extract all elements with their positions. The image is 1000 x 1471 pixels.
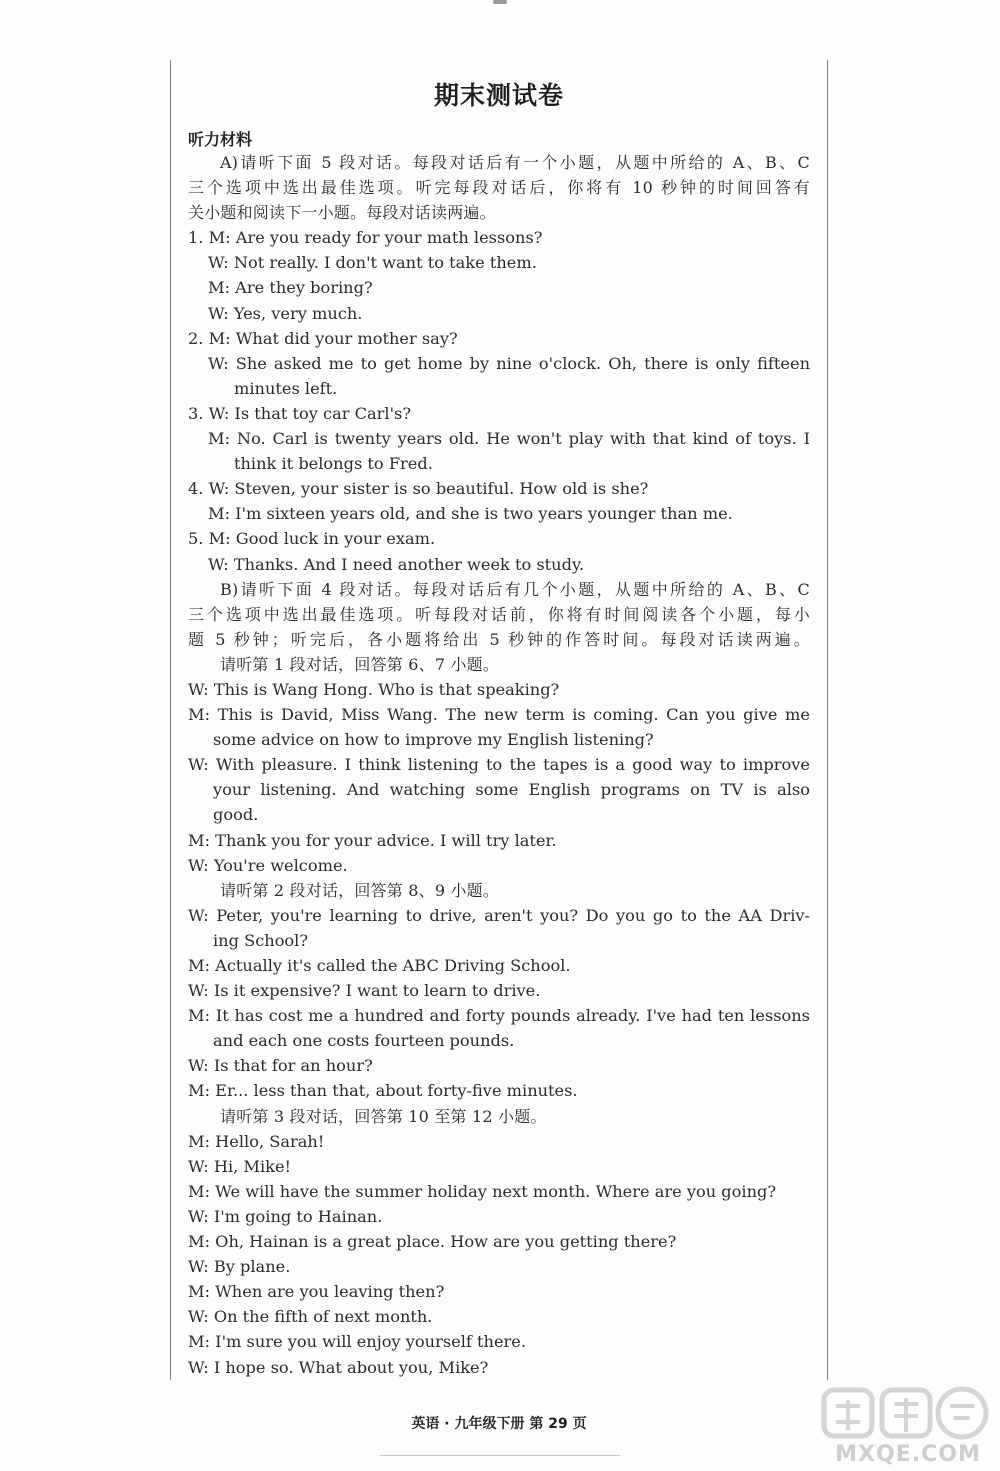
transcript-line: M: I'm sixteen years old, and she is two years younger than me. (208, 504, 733, 524)
watermark-site: MXQE.COM (835, 1442, 981, 1467)
transcript-line: W: Is it expensive? I want to learn to drive. (188, 981, 541, 1001)
right-margin-rule (827, 60, 828, 1380)
section-heading: 听力材料 (188, 130, 253, 149)
transcript-line: A)请听下面 5 段对话。每段对话后有一个小题，从题中所给的 A、B、C (220, 153, 810, 172)
transcript-line: M: Oh, Hainan is a great place. How are you getting there? (188, 1232, 677, 1252)
transcript-line: W: Peter, you're learning to drive, aren't you? Do you go to the AA Driv- (188, 905, 810, 925)
transcript-line: W: You're welcome. (188, 855, 348, 875)
transcript-line: 三个选项中选出最佳选项。听完每段对话后，你将有 10 秒钟的时间回答有 (188, 178, 810, 198)
transcript-line: ing School? (213, 930, 309, 950)
transcript-line: W: She asked me to get home by nine o'clock. Oh, there is only fifteen (208, 353, 810, 373)
transcript-line: 请听第 3 段对话，回答第 10 至第 12 小题。 (220, 1106, 547, 1126)
transcript-line: W: With pleasure. I think listening to the tapes is a good way to improve (188, 755, 810, 775)
transcript-line: 1. M: Are you ready for your math lessons? (188, 228, 543, 248)
transcript-line: M: It has cost me a hundred and forty pounds already. I've had ten lessons (188, 1006, 810, 1026)
transcript-line: 请听第 2 段对话，回答第 8、9 小题。 (220, 880, 500, 900)
transcript-line: 题 5 秒钟；听完后，各小题将给出 5 秒钟的作答时间。每段对话读两遍。 (188, 629, 810, 649)
transcript-line: M: No. Carl is twenty years old. He won't play with that kind of toys. I (208, 429, 810, 449)
transcript-line: 三个选项中选出最佳选项。听每段对话前，你将有时间阅读各个小题，每小 (188, 604, 810, 624)
transcript-line: W: Not really. I don't want to take them. (208, 253, 537, 273)
watermark-logo-icon (818, 1382, 998, 1444)
left-margin-rule (170, 60, 171, 1380)
footer-rule (380, 1455, 620, 1456)
transcript-line: W: This is Wang Hong. Who is that speaking? (188, 679, 560, 699)
transcript-line: W: Hi, Mike! (188, 1156, 292, 1176)
transcript-line: think it belongs to Fred. (234, 454, 433, 474)
transcript-line: W: Is that for an hour? (188, 1056, 373, 1076)
transcript-line: 5. M: Good luck in your exam. (188, 529, 436, 549)
listening-transcript (188, 150, 810, 1380)
transcript-line: M: Are they boring? (208, 278, 373, 298)
transcript-line: M: We will have the summer holiday next month. Where are you going? (188, 1181, 777, 1201)
transcript-line: M: When are you leaving then? (188, 1282, 445, 1302)
transcript-line: W: By plane. (188, 1257, 291, 1277)
transcript-line: 4. W: Steven, your sister is so beautiful. How old is she? (188, 479, 649, 499)
transcript-line: B)请听下面 4 段对话。每段对话后有几个小题，从题中所给的 A、B、C (220, 579, 810, 599)
transcript-line: 3. W: Is that toy car Carl's? (188, 403, 412, 423)
transcript-line: M: Actually it's called the ABC Driving School. (188, 956, 571, 975)
transcript-line: minutes left. (234, 378, 338, 398)
transcript-line: 关小题和阅读下一小题。每段对话读两遍。 (188, 203, 496, 223)
transcript-line: W: On the fifth of next month. (188, 1307, 433, 1327)
page-footer: 英语 · 九年级下册 第 29 页 (411, 1416, 587, 1432)
transcript-line: and each one costs fourteen pounds. (213, 1031, 515, 1051)
watermark (818, 1382, 998, 1468)
transcript-line: M: This is David, Miss Wang. The new term is coming. Can you give me (188, 705, 810, 725)
transcript-line: M: Er... less than that, about forty-five minutes. (188, 1081, 578, 1101)
transcript-line: W: Thanks. And I need another week to study. (208, 554, 585, 574)
transcript-line: W: I'm going to Hainan. (188, 1206, 383, 1226)
transcript-line: 2. M: What did your mother say? (188, 328, 458, 348)
transcript-line: 请听第 1 段对话，回答第 6、7 小题。 (220, 654, 500, 674)
transcript-line: M: Hello, Sarah! (188, 1131, 325, 1151)
transcript-line: M: I'm sure you will enjoy yourself there. (188, 1332, 526, 1352)
transcript-line: good. (213, 805, 259, 825)
transcript-line: your listening. And watching some English programs on TV is also (213, 780, 810, 800)
transcript-line: M: Thank you for your advice. I will try later. (188, 830, 557, 850)
page-title: 期末测试卷 (433, 81, 564, 110)
binding-mark (493, 0, 507, 4)
transcript-line: some advice on how to improve my English listening? (213, 730, 654, 750)
transcript-line: W: Yes, very much. (208, 303, 363, 323)
transcript-line: W: I hope so. What about you, Mike? (188, 1357, 489, 1377)
